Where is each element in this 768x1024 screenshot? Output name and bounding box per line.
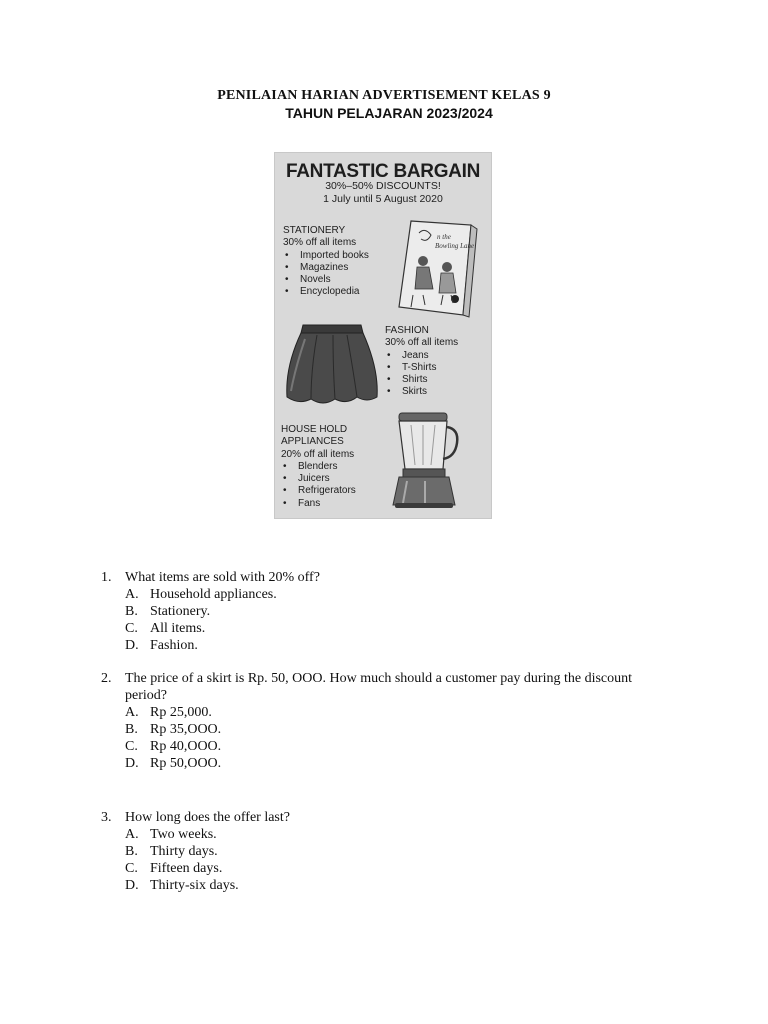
question-1 — [101, 569, 645, 654]
list-item: • Encyclopedia — [283, 286, 369, 298]
page-title: PENILAIAN HARIAN ADVERTISEMENT KELAS 9 — [217, 88, 551, 103]
option-c: C. All items. — [125, 621, 206, 636]
list-item: • Juicers — [281, 473, 356, 485]
options-list — [101, 704, 645, 772]
ad-period: 1 July until 5 August 2020 — [323, 193, 443, 205]
fashion-section — [385, 325, 458, 399]
fashion-list — [385, 350, 458, 399]
option-c: C. Fifteen days. — [125, 861, 223, 876]
household-offer: 20% off all items — [281, 448, 355, 460]
option-d: D. Fashion. — [125, 638, 198, 653]
fashion-heading: FASHION — [385, 325, 429, 336]
option-d: D. Thirty-six days. — [125, 878, 239, 893]
options-list — [101, 826, 645, 894]
book-illustration — [393, 215, 483, 319]
advertisement — [274, 152, 492, 519]
fashion-offer: 30% off all items — [385, 337, 459, 349]
list-item: • Imported books — [283, 250, 369, 262]
list-item: • Jeans — [385, 350, 458, 362]
ad-discount: 30%–50% DISCOUNTS! — [325, 180, 441, 192]
option-b: B. Rp 35,OOO. — [125, 722, 222, 737]
option-b: B. Thirty days. — [125, 844, 218, 859]
stationery-offer: 30% off all items — [283, 237, 357, 249]
question-number: 1. — [101, 570, 112, 585]
list-item: • Skirts — [385, 386, 458, 398]
option-a: A. Rp 25,000. — [125, 705, 212, 720]
option-a: A. Two weeks. — [125, 827, 217, 842]
stationery-section — [283, 225, 369, 299]
question-text: What items are sold with 20% off? — [125, 570, 320, 585]
option-c: C. Rp 40,OOO. — [125, 739, 222, 754]
question-number: 3. — [101, 810, 112, 825]
option-a: A. Household appliances. — [125, 587, 277, 602]
list-item: • Shirts — [385, 374, 458, 386]
question-text: The price of a skirt is Rp. 50, OOO. How much should a customer pay during the discount period? — [125, 671, 633, 703]
household-heading-line2: APPLIANCES — [281, 436, 344, 448]
list-item: • Magazines — [283, 262, 369, 274]
options-list — [101, 586, 645, 654]
svg-text:Bowling Lane: Bowling Lane — [435, 242, 475, 250]
ad-headline: FANTASTIC BARGAIN — [285, 161, 481, 182]
list-item: • Blenders — [281, 461, 356, 473]
skirt-illustration — [281, 319, 383, 409]
page-subtitle: TAHUN PELAJARAN 2023/2024 — [285, 105, 493, 121]
list-item: • T-Shirts — [385, 362, 458, 374]
option-b: B. Stationery. — [125, 604, 211, 619]
blender-illustration — [385, 411, 465, 511]
list-item: • Fans — [281, 498, 356, 510]
question-text: How long does the offer last? — [125, 810, 290, 825]
list-item: • Refrigerators — [281, 485, 356, 497]
option-d: D. Rp 50,OOO. — [125, 756, 222, 771]
question-3 — [101, 809, 645, 894]
stationery-list — [283, 250, 369, 299]
svg-text:n the: n the — [437, 233, 451, 241]
question-2 — [101, 670, 645, 772]
list-item: • Novels — [283, 274, 369, 286]
stationery-heading: STATIONERY — [283, 225, 346, 236]
household-section — [281, 424, 356, 510]
household-list — [281, 461, 356, 510]
question-number: 2. — [101, 671, 112, 686]
household-heading-line1: HOUSE HOLD — [281, 424, 348, 435]
